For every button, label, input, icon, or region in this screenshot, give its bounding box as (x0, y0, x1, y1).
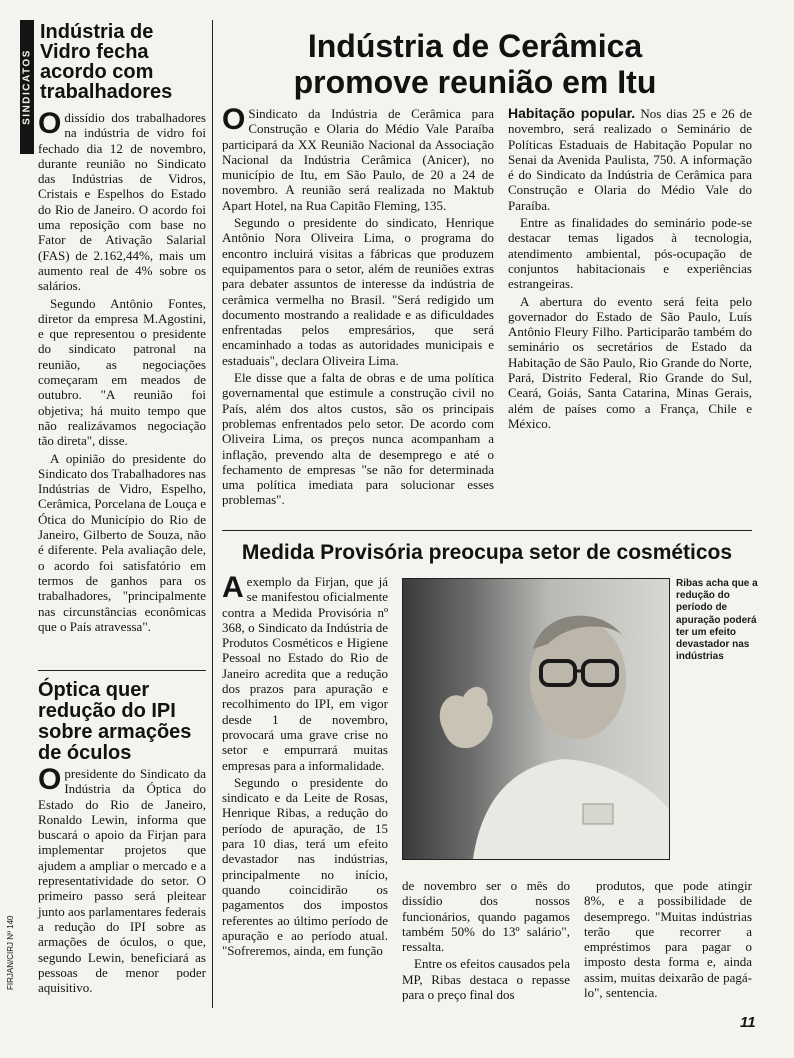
section-tab (20, 20, 34, 154)
photo-henrique-ribas (402, 578, 670, 860)
cosmeticos-paragraph: produtos, que pode atingir 8%, e a possibilidade de desemprego. "Muitas indústrias terão que recorrer a empréstimos para pagar o imposto desta forma e, ainda assim, muitas deixarão de pagá-lo", sentencia. (584, 878, 752, 1001)
column-divider (38, 670, 206, 671)
vidro-headline: Indústria de Vidro fecha acordo com trabalhadores (40, 21, 173, 103)
ceramica-paragraph: Segundo o presidente do sindicato, Henrique Antônio Nora Oliveira Lima, o programa do encontro incluirá visitas a fábricas que produzem equipamentos para o setor, além de reuniões extras para debater assuntos de interesse da indústria de cerâmica vermelha no Brasil. "Será redigido um documento mostrando a realidade e as dificuldades enfrentadas pelos empresários, que será encaminhado a todas as autoridades municipais e estaduais", declara Oliveira Lima. (222, 215, 494, 368)
vidro-paragraph: Odissídio dos trabalhadores na indústria de vidro foi fechado dia 12 de novembro, durante reunião no Sindicato das Indústrias de Vidros, Cristais e Espelhos do Estado do Rio de Janeiro. O acordo foi uma reposição com base no Fator de Ativação Salarial (FAS) de 2.162,44%, mais um aumento real de 4% sobre os salários. (38, 107, 206, 294)
optica-paragraph: Opresidente do Sindicato da Indústria da Óptica do Estado do Rio de Janeiro, Ronaldo Lewin, informa que buscará o apoio da Firjan para implementar projetos que ajudem a ampliar o mercado e a representatividade do setor. O primeiro passo será pleitear junto aos parlamentares federais a redução do IPI sobre as armações de óculos, o que, segundo Lewin, beneficiará as pessoas de menor poder aquisitivo. (38, 763, 206, 996)
cosmeticos-column-2 (402, 878, 570, 1012)
vidro-paragraph: A opinião do presidente do Sindicato dos Trabalhadores nas Indústrias de Vidro, Espelho, Cerâmica, Porcelana de Louça e Ótica do Município do Rio de Janeiro, Gilberto de Souza, não é diferente. Pela avaliação dele, o acordo foi satisfatório em termos de ganhos para os trabalhadores, "principalmente nas circunstâncias econômicas que o País atravessa". (38, 450, 206, 634)
ceramica-headline: Indústria de Cerâmica promove reunião em Itu (293, 28, 657, 100)
ceramica-paragraph: A abertura do evento será feita pelo governador do Estado de São Paulo, Luís Antônio Fleury Filho. Participarão também do seminário os secretários de Estado da Habitação de São Paulo, Rio Grande do Norte, Pará, Distrito Federal, Rio Grande do Sul, Ceará, Goiás, Santa Catarina, Minas Gerais, além de países como a França, Chile e México. (508, 293, 752, 431)
column-divider (212, 20, 213, 1008)
section-tab-label: SINDICATOS (21, 49, 33, 125)
ceramica-column-2 (508, 106, 752, 520)
cosmeticos-paragraph: de novembro ser o mês do dissídio dos nossos funcionários, quando pagamos também 50% do 13º salário", ressalta. (402, 878, 570, 955)
cosmeticos-column-1 (222, 571, 388, 1010)
cosmeticos-column-3 (584, 878, 752, 1012)
vidro-paragraph: Segundo Antônio Fontes, diretor da empresa M.Agostini, e que representou o presidente do sindicato patronal na reunião, as negociações começaram em meados de outubro. "A reunião foi objetiva; há muito tempo que não realizávamos negociação tão direta", disse. (38, 295, 206, 449)
ceramica-paragraph: Entre as finalidades do seminário pode-se destacar temas ligados à tecnologia, atendimento ambiental, pós-ocupação de conjuntos habitacionais e experiências estrangeiras. (508, 215, 752, 292)
ceramica-paragraph: O Sindicato da Indústria de Cerâmica para Construção e Olaria do Médio Vale Paraíba participará da XX Reunião Nacional da Associação Nacional da Indústria Cerâmica (Anicer), no município de Itu, em São Paulo, de 20 a 24 de novembro. A reunião será realizada no Maktub Apart Hotel, na Rua Capitão Fleming, 135. (222, 103, 494, 213)
ceramica-paragraph: Ele disse que a falta de obras e de uma política governamental que estimule a construção civil no País, além dos altos custos, são os principais problemas enfrentados pelo setor. De acordo com Oliveira Lima, os preços nunca acompanham a inflação, prevendo alta de desemprego e até o fechamento de empresas "se não for determinada uma política imediata para solucionar esses problemas". (222, 370, 494, 508)
drop-cap: A (222, 571, 244, 604)
ceramica-column-1 (222, 103, 494, 520)
subheading: Habitação popular. (508, 105, 636, 121)
optica-article (38, 763, 206, 1002)
drop-cap: O (222, 103, 246, 136)
portrait-illustration (403, 579, 669, 859)
optica-headline: Óptica quer redução do IPI sobre armações de óculos (38, 679, 192, 764)
publication-label: FIRJAN/CIRJ Nº 140 (6, 915, 15, 990)
cosmeticos-headline: Medida Provisória preocupa setor de cosméticos (241, 541, 733, 564)
cosmeticos-paragraph: Entre os efeitos causados pela MP, Ribas destaca o repasse para o preço final dos (402, 956, 570, 1003)
drop-cap: O (38, 107, 62, 140)
section-divider (222, 530, 752, 531)
cosmeticos-paragraph: Aexemplo da Firjan, que já se manifestou oficialmente contra a Medida Provisória nº 368, o Sindicato da Indústria de Produtos Cosméticos e Higiene Pessoal no Estado do Rio de Janeiro acredita que a redução dos prazos para apuração e recolhimento do IPI, em vigor desde 1 de novembro, provocará uma grave crise no setor e empurrará muitas empresas para a informalidade. (222, 571, 388, 773)
photo-caption: Ribas acha que a redução do período de apuração poderá ter um efeito devastador nas indústrias (676, 578, 758, 663)
page-number: 11 (740, 1014, 756, 1031)
drop-cap: O (38, 763, 62, 796)
cosmeticos-paragraph: Segundo o presidente do sindicato e da Leite de Rosas, Henrique Ribas, a redução do período de apuração, de 15 para 10 dias, terá um efeito devastador nas indústrias, principalmente no início, quando coincidirão os pagamentos dos impostos referentes ao último período de apuração e ao período atual. "Sofreremos, ainda, em função (222, 774, 388, 959)
ceramica-paragraph: Habitação popular. Nos dias 25 e 26 de novembro, será realizado o Seminário de Políticas Estaduais de Habitação Popular no Senai da Avenida Paulista, 750. A informação é do Sindicato da Indústria de Cerâmica para Construção e Olaria do Médio Vale do Paraíba. (508, 105, 752, 213)
vidro-article (38, 107, 206, 634)
